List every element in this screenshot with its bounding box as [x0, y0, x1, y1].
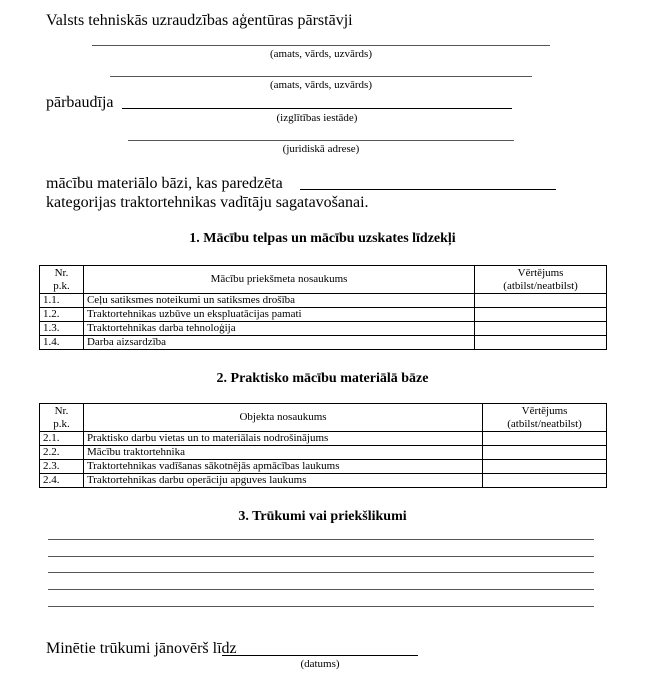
base-line-2: kategorijas traktortehnikas vadītāju sagatavošanai.: [46, 194, 369, 211]
table-row: [40, 446, 607, 460]
remarks-line-4[interactable]: [48, 589, 594, 590]
table-row: [40, 460, 607, 474]
row-eval[interactable]: [475, 294, 607, 308]
row-name: Traktortehnikas darbu operāciju apguves laukums: [83, 474, 482, 488]
fill-line-official-1[interactable]: [92, 45, 550, 46]
fill-line-category[interactable]: [300, 189, 556, 190]
col-pk-label: p.k.: [53, 417, 70, 430]
row-name: Darba aizsardzība: [83, 336, 474, 350]
row-name: Ceļu satiksmes noteikumi un satiksmes drošība: [83, 294, 474, 308]
row-nr: 1.2.: [40, 308, 84, 322]
row-eval[interactable]: [483, 474, 607, 488]
section2-title: 2. Praktisko mācību materiālā bāze: [216, 371, 429, 386]
section2-table: [39, 403, 607, 488]
row-eval[interactable]: [483, 446, 607, 460]
row-eval[interactable]: [475, 336, 607, 350]
col-eval-sub-label: (atbilst/neatbilst): [507, 417, 582, 430]
row-eval[interactable]: [483, 460, 607, 474]
caption-date: (datums): [300, 658, 340, 670]
row-name: Mācību traktortehnika: [83, 446, 482, 460]
row-name: Praktisko darbu vietas un to materiālais nodrošinājums: [83, 432, 482, 446]
remarks-line-3[interactable]: [48, 572, 594, 573]
col-name-header: Mācību priekšmeta nosaukums: [83, 266, 474, 294]
table-row: [40, 322, 607, 336]
row-eval[interactable]: [475, 322, 607, 336]
checked-label: pārbaudīja: [46, 94, 114, 111]
fill-line-address[interactable]: [128, 140, 514, 141]
table-row: [40, 308, 607, 322]
col-nr-label: Nr.: [54, 404, 69, 417]
section3-title: 3. Trūkumi vai priekšlikumi: [238, 509, 407, 524]
col-eval-sub-label: (atbilst/neatbilst): [503, 279, 578, 292]
col-nr-header: [40, 266, 84, 294]
table-row: [40, 336, 607, 350]
row-nr: 2.2.: [40, 446, 84, 460]
row-nr: 1.3.: [40, 322, 84, 336]
col-pk-label: p.k.: [53, 279, 70, 292]
col-nr-label: Nr.: [54, 266, 69, 279]
table-row: [40, 294, 607, 308]
row-nr: 2.4.: [40, 474, 84, 488]
fill-line-date[interactable]: [222, 655, 418, 656]
col-eval-label: Vērtējums: [517, 266, 564, 279]
remarks-line-2[interactable]: [48, 556, 594, 557]
row-nr: 1.4.: [40, 336, 84, 350]
row-nr: 1.1.: [40, 294, 84, 308]
fill-line-official-2[interactable]: [110, 76, 532, 77]
row-eval[interactable]: [483, 432, 607, 446]
col-eval-label: Vērtējums: [521, 404, 568, 417]
col-name-header: Objekta nosaukums: [83, 404, 482, 432]
table-row: [40, 432, 607, 446]
remarks-line-5[interactable]: [48, 606, 594, 607]
deadline-label: Minētie trūkumi jānovērš līdz: [46, 640, 237, 657]
row-nr: 2.3.: [40, 460, 84, 474]
row-eval[interactable]: [475, 308, 607, 322]
row-name: Traktortehnikas darba tehnoloģija: [83, 322, 474, 336]
col-eval-header: [475, 266, 607, 294]
section1-title: 1. Mācību telpas un mācību uzskates līdzekļi: [189, 231, 456, 246]
remarks-line-1[interactable]: [48, 539, 594, 540]
fill-line-institution[interactable]: [122, 108, 512, 109]
caption-address: (juridiskā adrese): [282, 143, 360, 155]
row-nr: 2.1.: [40, 432, 84, 446]
table-row: [40, 474, 607, 488]
caption-official-2: (amats, vārds, uzvārds): [269, 79, 373, 91]
caption-official-1: (amats, vārds, uzvārds): [269, 48, 373, 60]
row-name: Traktortehnikas vadīšanas sākotnējās apmācības laukums: [83, 460, 482, 474]
base-line-1: mācību materiālo bāzi, kas paredzēta: [46, 175, 283, 192]
row-name: Traktortehnikas uzbūve un ekspluatācijas pamati: [83, 308, 474, 322]
section1-table: [39, 265, 607, 350]
col-nr-header: [40, 404, 84, 432]
caption-institution: (izglītības iestāde): [276, 112, 358, 124]
col-eval-header: [483, 404, 607, 432]
agency-title: Valsts tehniskās uzraudzības aģentūras pārstāvji: [46, 12, 353, 29]
